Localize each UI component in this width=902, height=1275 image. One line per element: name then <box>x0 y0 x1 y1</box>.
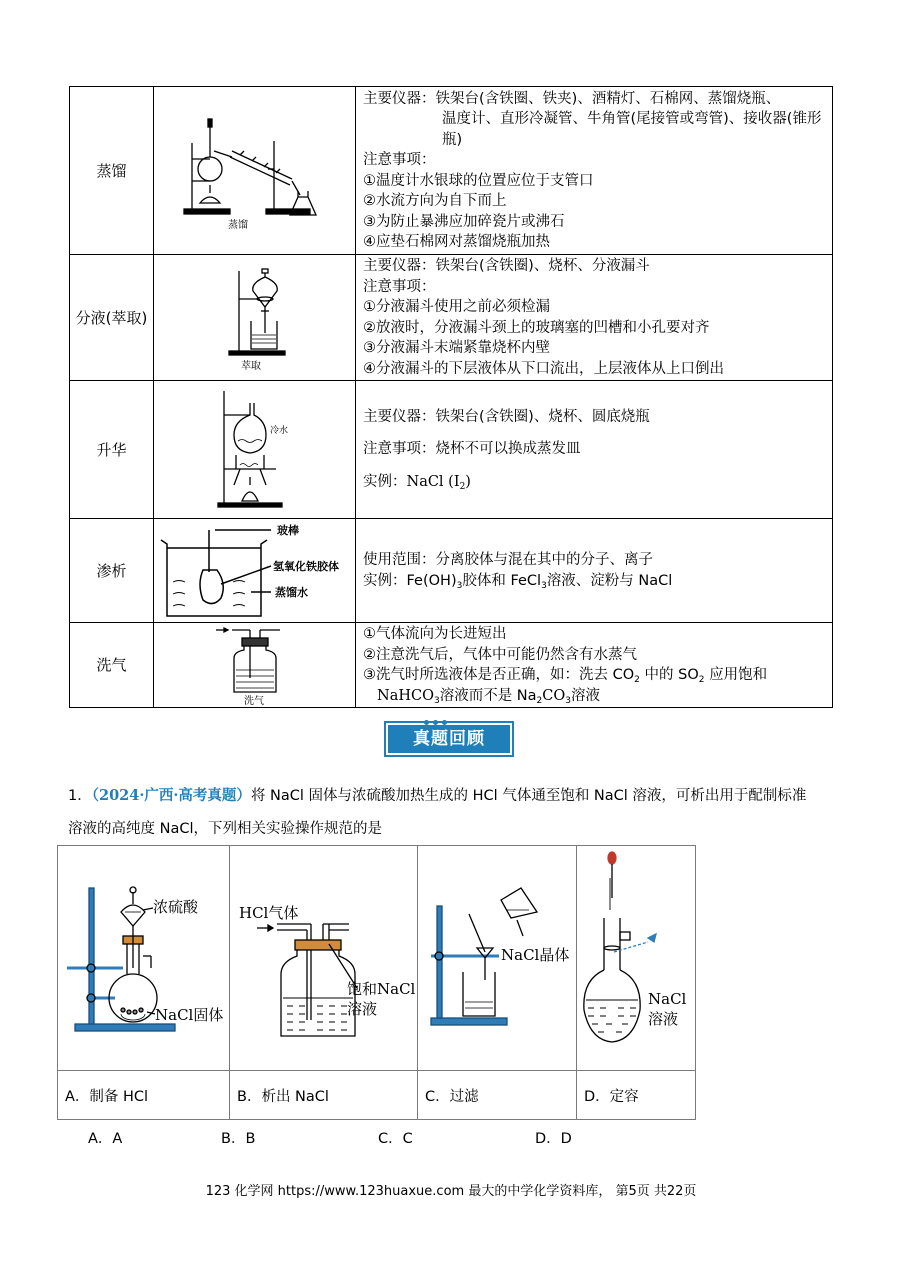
figure-label: 溶液 <box>346 1000 377 1018</box>
hcl-absorption-apparatus <box>231 848 417 1068</box>
desc-line: ②放液时，分液漏斗颈上的玻璃塞的凹槽和小孔要对齐 <box>363 319 710 336</box>
section-banner <box>384 721 514 757</box>
method-name: 洗气 <box>70 623 154 708</box>
table-row-dialysis <box>70 519 833 623</box>
gas-washing-figure <box>154 623 356 708</box>
option-b-caption: B．析出 NaCl <box>230 1071 418 1120</box>
figure-label: NaCl <box>648 990 687 1008</box>
desc-line: 使用范围：分离胶体与混在其中的分子、离子 <box>363 552 653 568</box>
table-row-gas-washing <box>70 623 833 708</box>
method-name: 蒸馏 <box>70 87 154 255</box>
method-description <box>356 255 833 381</box>
desc-line: ①气体流向为长进短出 <box>363 626 507 642</box>
table-row-distillation <box>70 87 833 255</box>
desc-line: ②注意洗气后，气体中可能仍然含有水蒸气 <box>363 646 637 663</box>
figure-label: 玻棒 <box>276 523 299 537</box>
page-footer: 123 化学网 https://www.123huaxue.com 最大的中学化学资料库， 第5页 共22页 <box>205 1184 697 1199</box>
method-name: 升华 <box>70 381 154 519</box>
figure-label: 溶液 <box>648 1010 679 1028</box>
option-d-figure <box>577 846 696 1071</box>
figure-label: 氢氧化铁胶体 <box>272 559 339 573</box>
distillation-figure <box>154 87 356 255</box>
options-table <box>57 845 696 1120</box>
desc-line: ③分液漏斗末端紧靠烧杯内壁 <box>363 340 550 356</box>
desc-line-example: 实例：NaCl $(I_2)$ <box>363 473 471 492</box>
distillation-apparatus-diagram <box>170 111 340 231</box>
options-figure-row <box>58 846 696 1071</box>
option-a-figure <box>58 846 230 1071</box>
option-c-caption: C．过滤 <box>418 1071 577 1120</box>
figure-label: 饱和NaCl <box>346 980 415 998</box>
dialysis-apparatus-diagram <box>157 522 353 620</box>
options-caption-row <box>58 1071 696 1120</box>
figure-caption: 洗气 <box>243 696 264 706</box>
method-name: 渗析 <box>70 519 154 623</box>
method-description <box>356 381 833 519</box>
figure-label: NaCl固体 <box>154 1006 223 1024</box>
figure-label: 冷水 <box>269 425 288 436</box>
figure-label: 浓硫酸 <box>152 898 198 916</box>
desc-line: 注意事项： <box>363 278 436 295</box>
sublimation-figure <box>154 381 356 519</box>
desc-line: ③为防止暴沸应加碎瓷片或沸石 <box>363 213 565 230</box>
desc-line: 主要仪器：铁架台(含铁圈)、烧杯、圆底烧瓶 <box>363 408 650 425</box>
section-title: 真题回顾 <box>388 725 510 753</box>
figure-label: 蒸馏水 <box>274 585 308 599</box>
method-name: 分液(萃取) <box>70 255 154 381</box>
extraction-figure <box>154 255 356 381</box>
table-row-extraction <box>70 255 833 381</box>
desc-line: ②水流方向为自下而上 <box>363 193 507 209</box>
hcl-generation-apparatus <box>59 848 229 1068</box>
volumetric-flask-diagram <box>578 848 694 1068</box>
answer-choice-d[interactable]: D．D <box>535 1131 572 1147</box>
table-row-sublimation <box>70 381 833 519</box>
gas-washing-apparatus-diagram <box>210 624 300 706</box>
desc-line: 温度计、直形冷凝管、牛角管(尾接管或弯管)、接收器(锥形瓶) <box>442 111 822 148</box>
figure-label: HCl气体 <box>238 904 298 922</box>
option-d-caption: D．定容 <box>577 1071 696 1120</box>
desc-line: NaHCO$_3$溶液而不是 $Na_2CO_3$溶液 <box>377 687 600 706</box>
desc-line: 注意事项：烧杯不可以换成蒸发皿 <box>363 441 581 458</box>
question-text: 将 NaCl 固体与浓硫酸加热生成的 HCl 气体通至饱和 NaCl 溶液，可析出用于配制标准 <box>250 788 807 804</box>
option-a-caption: A．制备 HCl <box>58 1071 230 1120</box>
desc-line: 实例：$Fe(OH)_3$胶体和 FeCl$_3$溶液、淀粉与 NaCl <box>363 572 673 591</box>
question-stem <box>68 779 838 846</box>
dialysis-figure <box>154 519 356 623</box>
question-number: 1． <box>68 788 92 804</box>
figure-label: NaCl晶体 <box>501 946 570 964</box>
method-description <box>356 87 833 255</box>
desc-line: ①分液漏斗使用之前必须检漏 <box>363 299 550 315</box>
figure-caption: 萃取 <box>240 360 261 372</box>
answer-choice-b[interactable]: B．B <box>221 1131 256 1147</box>
option-b-figure <box>230 846 418 1071</box>
question-source: （2024·广西·高考真题） <box>91 787 251 804</box>
desc-line: ③洗气时所选液体是否正确，如：洗去 $CO_2$ 中的 $SO_2$ 应用饱和 <box>363 667 768 685</box>
separation-methods-table <box>69 86 833 708</box>
desc-line: 主要仪器：铁架台(含铁圈、铁夹)、酒精灯、石棉网、蒸馏烧瓶、 <box>363 90 781 107</box>
extraction-apparatus-diagram <box>195 263 315 373</box>
sublimation-apparatus-diagram <box>200 385 310 515</box>
desc-line: 主要仪器：铁架台(含铁圈)、烧杯、分液漏斗 <box>363 258 650 274</box>
answer-choice-a[interactable]: A．A <box>88 1131 123 1147</box>
question-text-continued: 溶液的高纯度 NaCl，下列相关实验操作规范的是 <box>68 821 382 837</box>
desc-line: ④应垫石棉网对蒸馏烧瓶加热 <box>363 234 550 250</box>
option-c-figure <box>418 846 577 1071</box>
method-description <box>356 519 833 623</box>
figure-caption: 蒸馏 <box>227 219 248 231</box>
method-description <box>356 623 833 708</box>
answer-choice-c[interactable]: C．C <box>378 1131 413 1147</box>
desc-line: ①温度计水银球的位置应位于支管口 <box>363 172 594 189</box>
filtration-apparatus <box>419 848 575 1068</box>
desc-line: 注意事项： <box>363 152 436 168</box>
desc-line: ④分液漏斗的下层液体从下口流出，上层液体从上口倒出 <box>363 360 724 377</box>
